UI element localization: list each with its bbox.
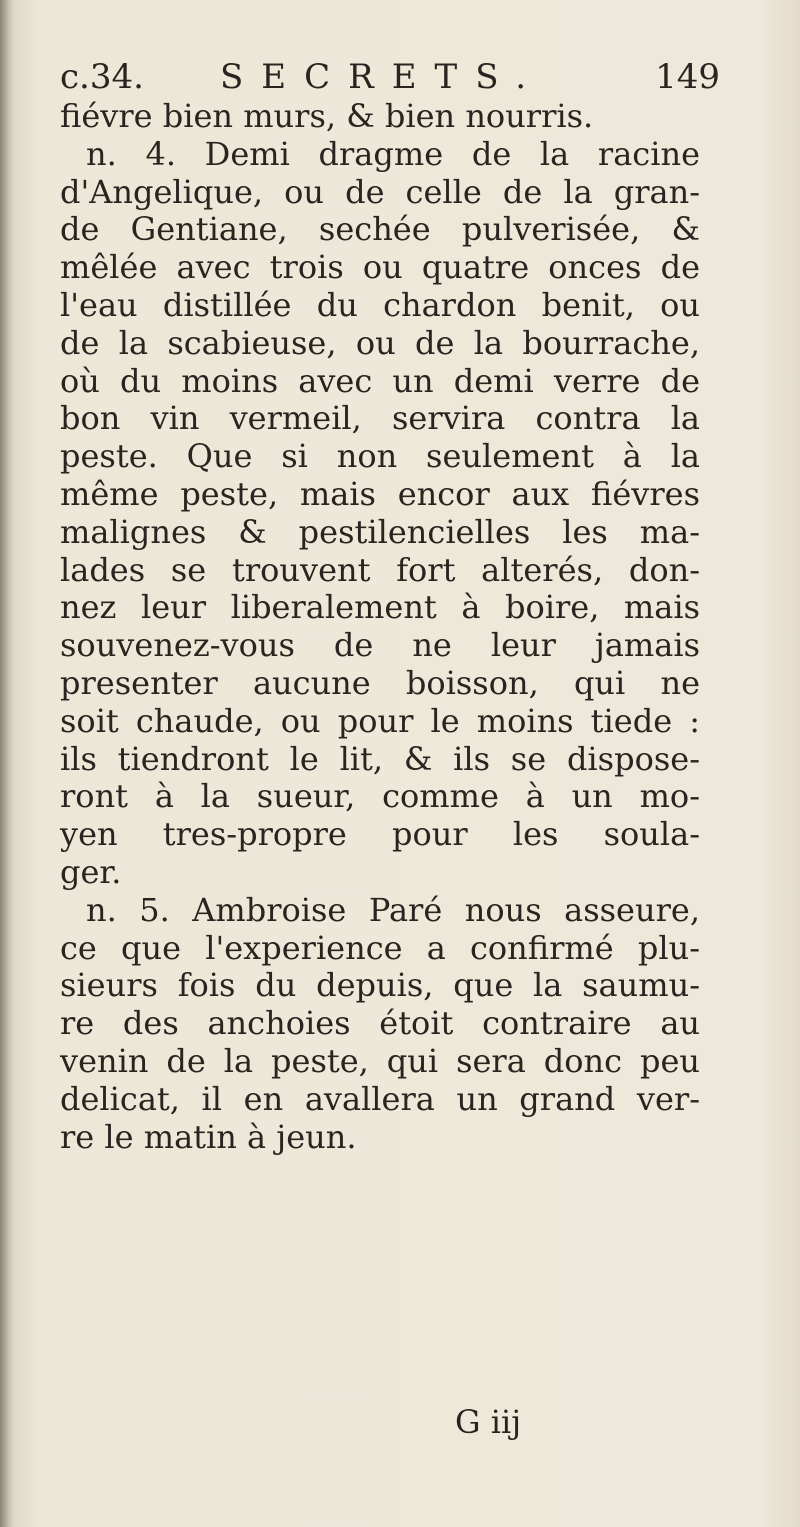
text-line: soit chaude, ou pour le moins tiede :: [60, 701, 700, 740]
text-line: de la scabieuse, ou de la bourrache,: [60, 323, 700, 362]
text-line: venin de la peste, qui sera donc peu: [60, 1041, 700, 1080]
text-line: yen tres-propre pour les soula-: [60, 815, 700, 854]
chapter-reference: c.34.: [60, 57, 144, 97]
text-line: malignes & pestilencielles les ma-: [60, 512, 700, 551]
text-line: lades se trouvent fort alterés, don-: [60, 550, 700, 589]
text-line: re des anchoies étoit contraire au: [60, 1004, 700, 1043]
text-line: ce que l'experience a confirmé plu-: [60, 928, 700, 967]
text-line: delicat, il en avallera un grand ver-: [60, 1079, 700, 1118]
gutter-shadow: [0, 0, 14, 1527]
running-title: SECRETS.: [220, 57, 545, 97]
text-line: mêlée avec trois ou quatre onces de: [60, 248, 700, 287]
text-line: sieurs fois du depuis, que la saumu-: [60, 966, 700, 1005]
signature-mark: G iij: [455, 1403, 522, 1441]
text-line: même peste, mais encor aux fiévres: [60, 474, 700, 513]
text-line: presenter aucune boisson, qui ne: [60, 663, 700, 702]
running-head: [60, 52, 720, 102]
text-line: peste. Que si non seulement à la: [60, 437, 700, 476]
text-line: nez leur liberalement à boire, mais: [60, 588, 700, 627]
text-line: fiévre bien murs, & bien nourris.: [60, 97, 594, 135]
text-line: d'Angelique, ou de celle de la gran-: [60, 172, 700, 211]
page-number: 149: [655, 57, 720, 97]
text-line: l'eau distillée du chardon benit, ou: [60, 285, 700, 324]
text-line: ger.: [60, 852, 122, 891]
text-line: où du moins avec un demi verre de: [60, 361, 700, 400]
text-line: n. 5. Ambroise Paré nous asseure,: [86, 890, 700, 929]
text-line: re le matin à jeun.: [60, 1117, 357, 1156]
text-line: de Gentiane, sechée pulverisée, &: [60, 210, 700, 249]
text-line: ront à la sueur, comme à un mo-: [60, 777, 700, 816]
text-line: souvenez-vous de ne leur jamais: [60, 626, 700, 665]
text-line: bon vin vermeil, servira contra la: [60, 399, 700, 438]
text-line: ils tiendront le lit, & ils se dispose-: [60, 739, 700, 778]
body-text: [60, 98, 700, 1156]
text-line: n. 4. Demi dragme de la racine: [86, 134, 700, 173]
